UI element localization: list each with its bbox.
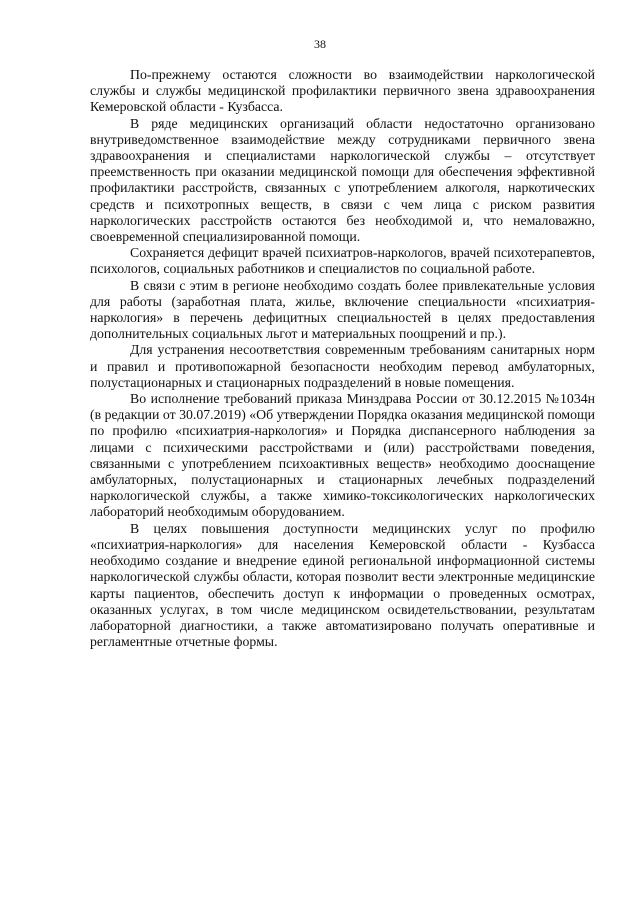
paragraph-equipment-order: Во исполнение требований приказа Минздрава России от 30.12.2015 №1034н (в редакции от 30.07.2019) «Об утверждении Порядка оказания медицинской помощи по профилю «психиатрия-наркология» и Порядка диспансерного наблюдения за лицами с психическими расстройствами и (или) расстройствами поведения, связанными с употреблением психоактивных веществ» необходимо дооснащение амбулаторных, полустационарных и стационарных лечебных подразделений наркологической службы, а также химико-токсикологических наркологических лабораторий необходимым оборудованием.	[90, 391, 595, 520]
paragraph-staff-shortage: Сохраняется дефицит врачей психиатров-наркологов, врачей психотерапевтов, психологов, социальных работников и специалистов по социальной работе.	[90, 245, 595, 277]
page-number: 38	[314, 37, 326, 51]
paragraph-interaction-difficulties: По-прежнему остаются сложности во взаимодействии наркологической службы и службы медицинской профилактики первичного звена здравоохранения Кемеровской области - Кузбасса.	[90, 67, 595, 115]
body-text	[90, 67, 595, 650]
paragraph-information-system: В целях повышения доступности медицинских услуг по профилю «психиатрия-наркология» для населения Кемеровской области - Кузбасса необходимо создание и внедрение единой региональной информационной системы наркологической службы области, которая позволит вести электронные медицинские карты пациентов, обеспечить доступ к информации о проведенных осмотрах, оказанных услугах, в том числе медицинском освидетельствовании, результатам лабораторной диагностики, а также автоматизировано получать оперативные и регламентные отчетные формы.	[90, 520, 595, 650]
paragraph-premises-relocation: Для устранения несоответствия современным требованиям санитарных норм и правил и противопожарной безопасности необходим перевод амбулаторных, полустационарных и стационарных подразделений в новые помещения.	[90, 342, 595, 390]
paragraph-interagency-cooperation: В ряде медицинских организаций области недостаточно организовано внутриведомственное взаимодействие между сотрудниками первичного звена здравоохранения и специалистами наркологической службы – отсутствует преемственность при оказании медицинской помощи для обеспечения эффективной профилактики расстройств, связанных с употреблением алкоголя, наркотических средств и психотропных веществ, в связи с чем лица с риском развития наркологических расстройств остаются без необходимой и, что немаловажно, своевременной специализированной помощи.	[90, 115, 595, 245]
paragraph-working-conditions: В связи с этим в регионе необходимо создать более привлекательные условия для работы (заработная плата, жилье, включение специальности «психиатрия-наркология» в перечень дефицитных специальностей в целях предоставления дополнительных социальных льгот и материальных поощрений и пр.).	[90, 277, 595, 342]
